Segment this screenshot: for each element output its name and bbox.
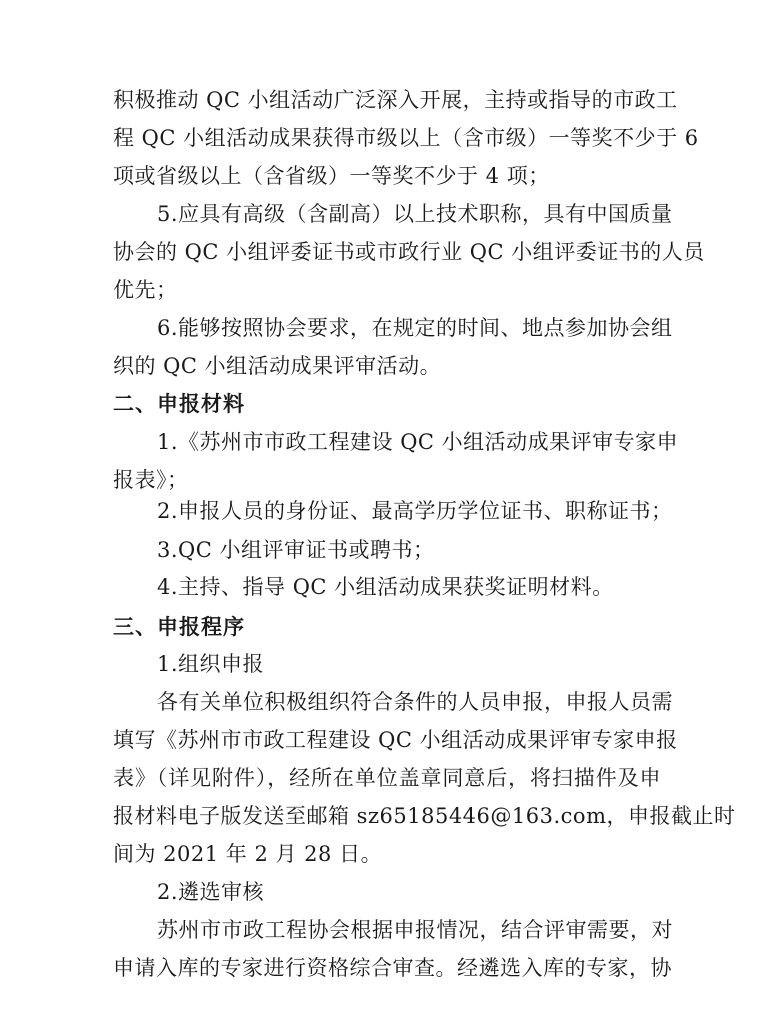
para-line-7: 6.能够按照协会要求，在规定的时间、地点参加协会组	[157, 316, 673, 340]
para-line-17: 各有关单位积极组织符合条件的人员申报，申报人员需	[157, 690, 673, 714]
para-line-4: 5.应具有高级（含副高）以上技术职称，具有中国质量	[157, 202, 673, 226]
sub-heading-organize-application: 1.组织申报	[157, 652, 265, 676]
para-line-21: 间为 2021 年 2 月 28 日。	[113, 842, 383, 866]
para-line-24: 申请入库的专家进行资格综合审查。经遴选入库的专家，协	[113, 956, 672, 980]
para-line-23: 苏州市市政工程协会根据申报情况，结合评审需要，对	[157, 918, 673, 942]
para-line-6: 优先；	[113, 278, 178, 302]
para-line-5: 协会的 QC 小组评委证书或市政行业 QC 小组评委证书的人员	[113, 240, 705, 264]
para-line-8: 织的 QC 小组活动成果评审活动。	[113, 354, 442, 378]
para-line-20: 报材料电子版发送至邮箱 sz65185446@163.com，申报截止时	[113, 804, 736, 828]
para-line-19: 表》（详见附件），经所在单位盖章同意后，将扫描件及申	[113, 766, 661, 790]
para-line-2: 程 QC 小组活动成果获得市级以上（含市级）一等奖不少于 6	[113, 126, 699, 150]
para-line-14: 4.主持、指导 QC 小组活动成果获奖证明材料。	[157, 575, 614, 599]
para-line-13: 3.QC 小组评审证书或聘书；	[157, 538, 435, 562]
section-heading-application-materials: 二、申报材料	[113, 392, 245, 416]
sub-heading-selection-review: 2.遴选审核	[157, 880, 265, 904]
section-heading-application-procedure: 三、申报程序	[113, 615, 245, 639]
para-line-3: 项或省级以上（含省级）一等奖不少于 4 项；	[113, 164, 550, 188]
para-line-1: 积极推动 QC 小组活动广泛深入开展，主持或指导的市政工	[113, 88, 678, 112]
para-line-12: 2.申报人员的身份证、最高学历学位证书、职称证书；	[157, 499, 673, 523]
para-line-10: 1.《苏州市市政工程建设 QC 小组活动成果评审专家申	[157, 430, 679, 454]
para-line-11: 报表》；	[113, 468, 189, 492]
para-line-18: 填写《苏州市市政工程建设 QC 小组活动成果评审专家申报	[113, 728, 678, 752]
